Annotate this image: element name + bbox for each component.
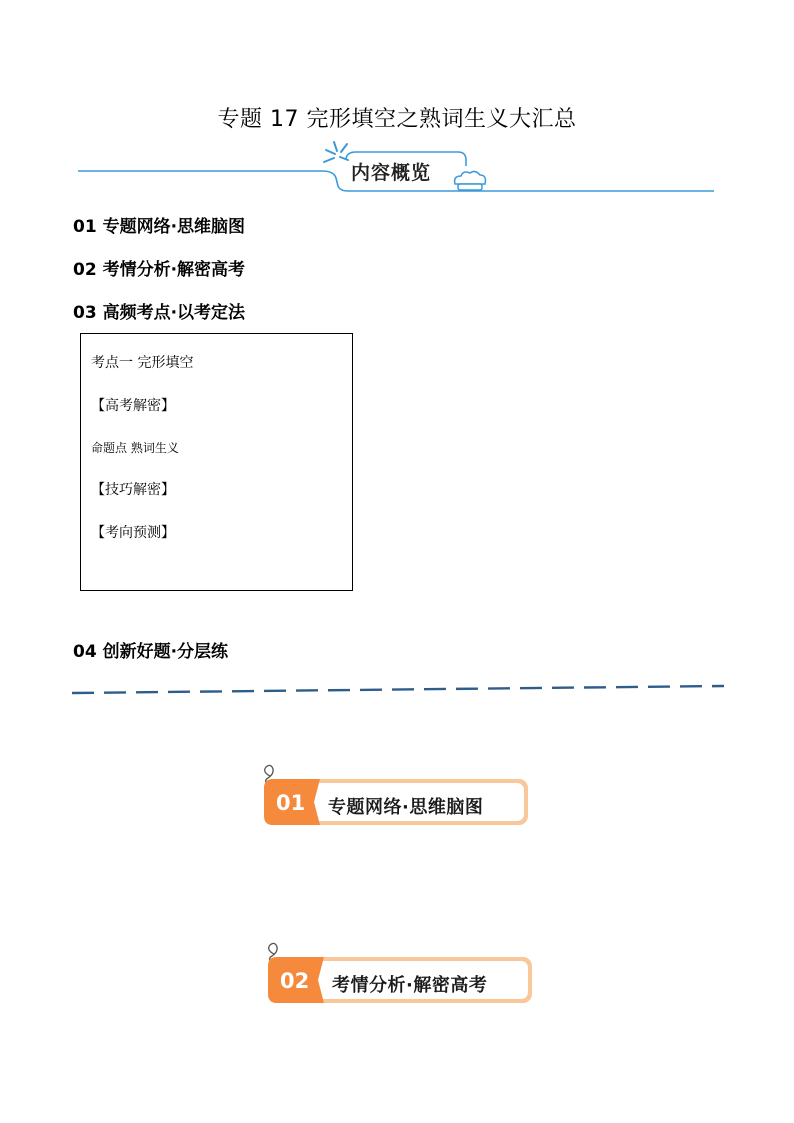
tag-number: 01 [276,791,306,815]
dashed-divider [72,683,724,695]
outline-item-03: 03 高频考点·以考定法 [73,303,246,323]
sparkle-icon [320,140,352,168]
outline-item-04: 04 创新好题·分层练 [73,642,229,662]
tag-label: 专题网络·思维脑图 [328,797,484,818]
kp-heading: 考点一 完形填空 [91,355,194,371]
tag-label: 考情分析·解密高考 [332,975,488,996]
tag-number: 02 [280,969,310,993]
overview-label: 内容概览 [351,162,432,184]
knowledge-point-box [80,333,353,591]
kp-point: 命题点 熟词生义 [91,441,179,455]
section-tag-01 [258,762,530,820]
kp-skills-section: 【技巧解密】 [91,482,175,498]
outline-item-01: 01 专题网络·思维脑图 [73,217,246,237]
cloud-icon [455,171,486,190]
kp-forecast-section: 【考向预测】 [91,525,175,541]
document-title: 专题 17 完形填空之熟词生义大汇总 [217,107,577,132]
kp-gaokao-section: 【高考解密】 [91,398,175,414]
outline-item-02: 02 考情分析·解密高考 [73,260,246,280]
section-tag-02 [262,940,534,998]
